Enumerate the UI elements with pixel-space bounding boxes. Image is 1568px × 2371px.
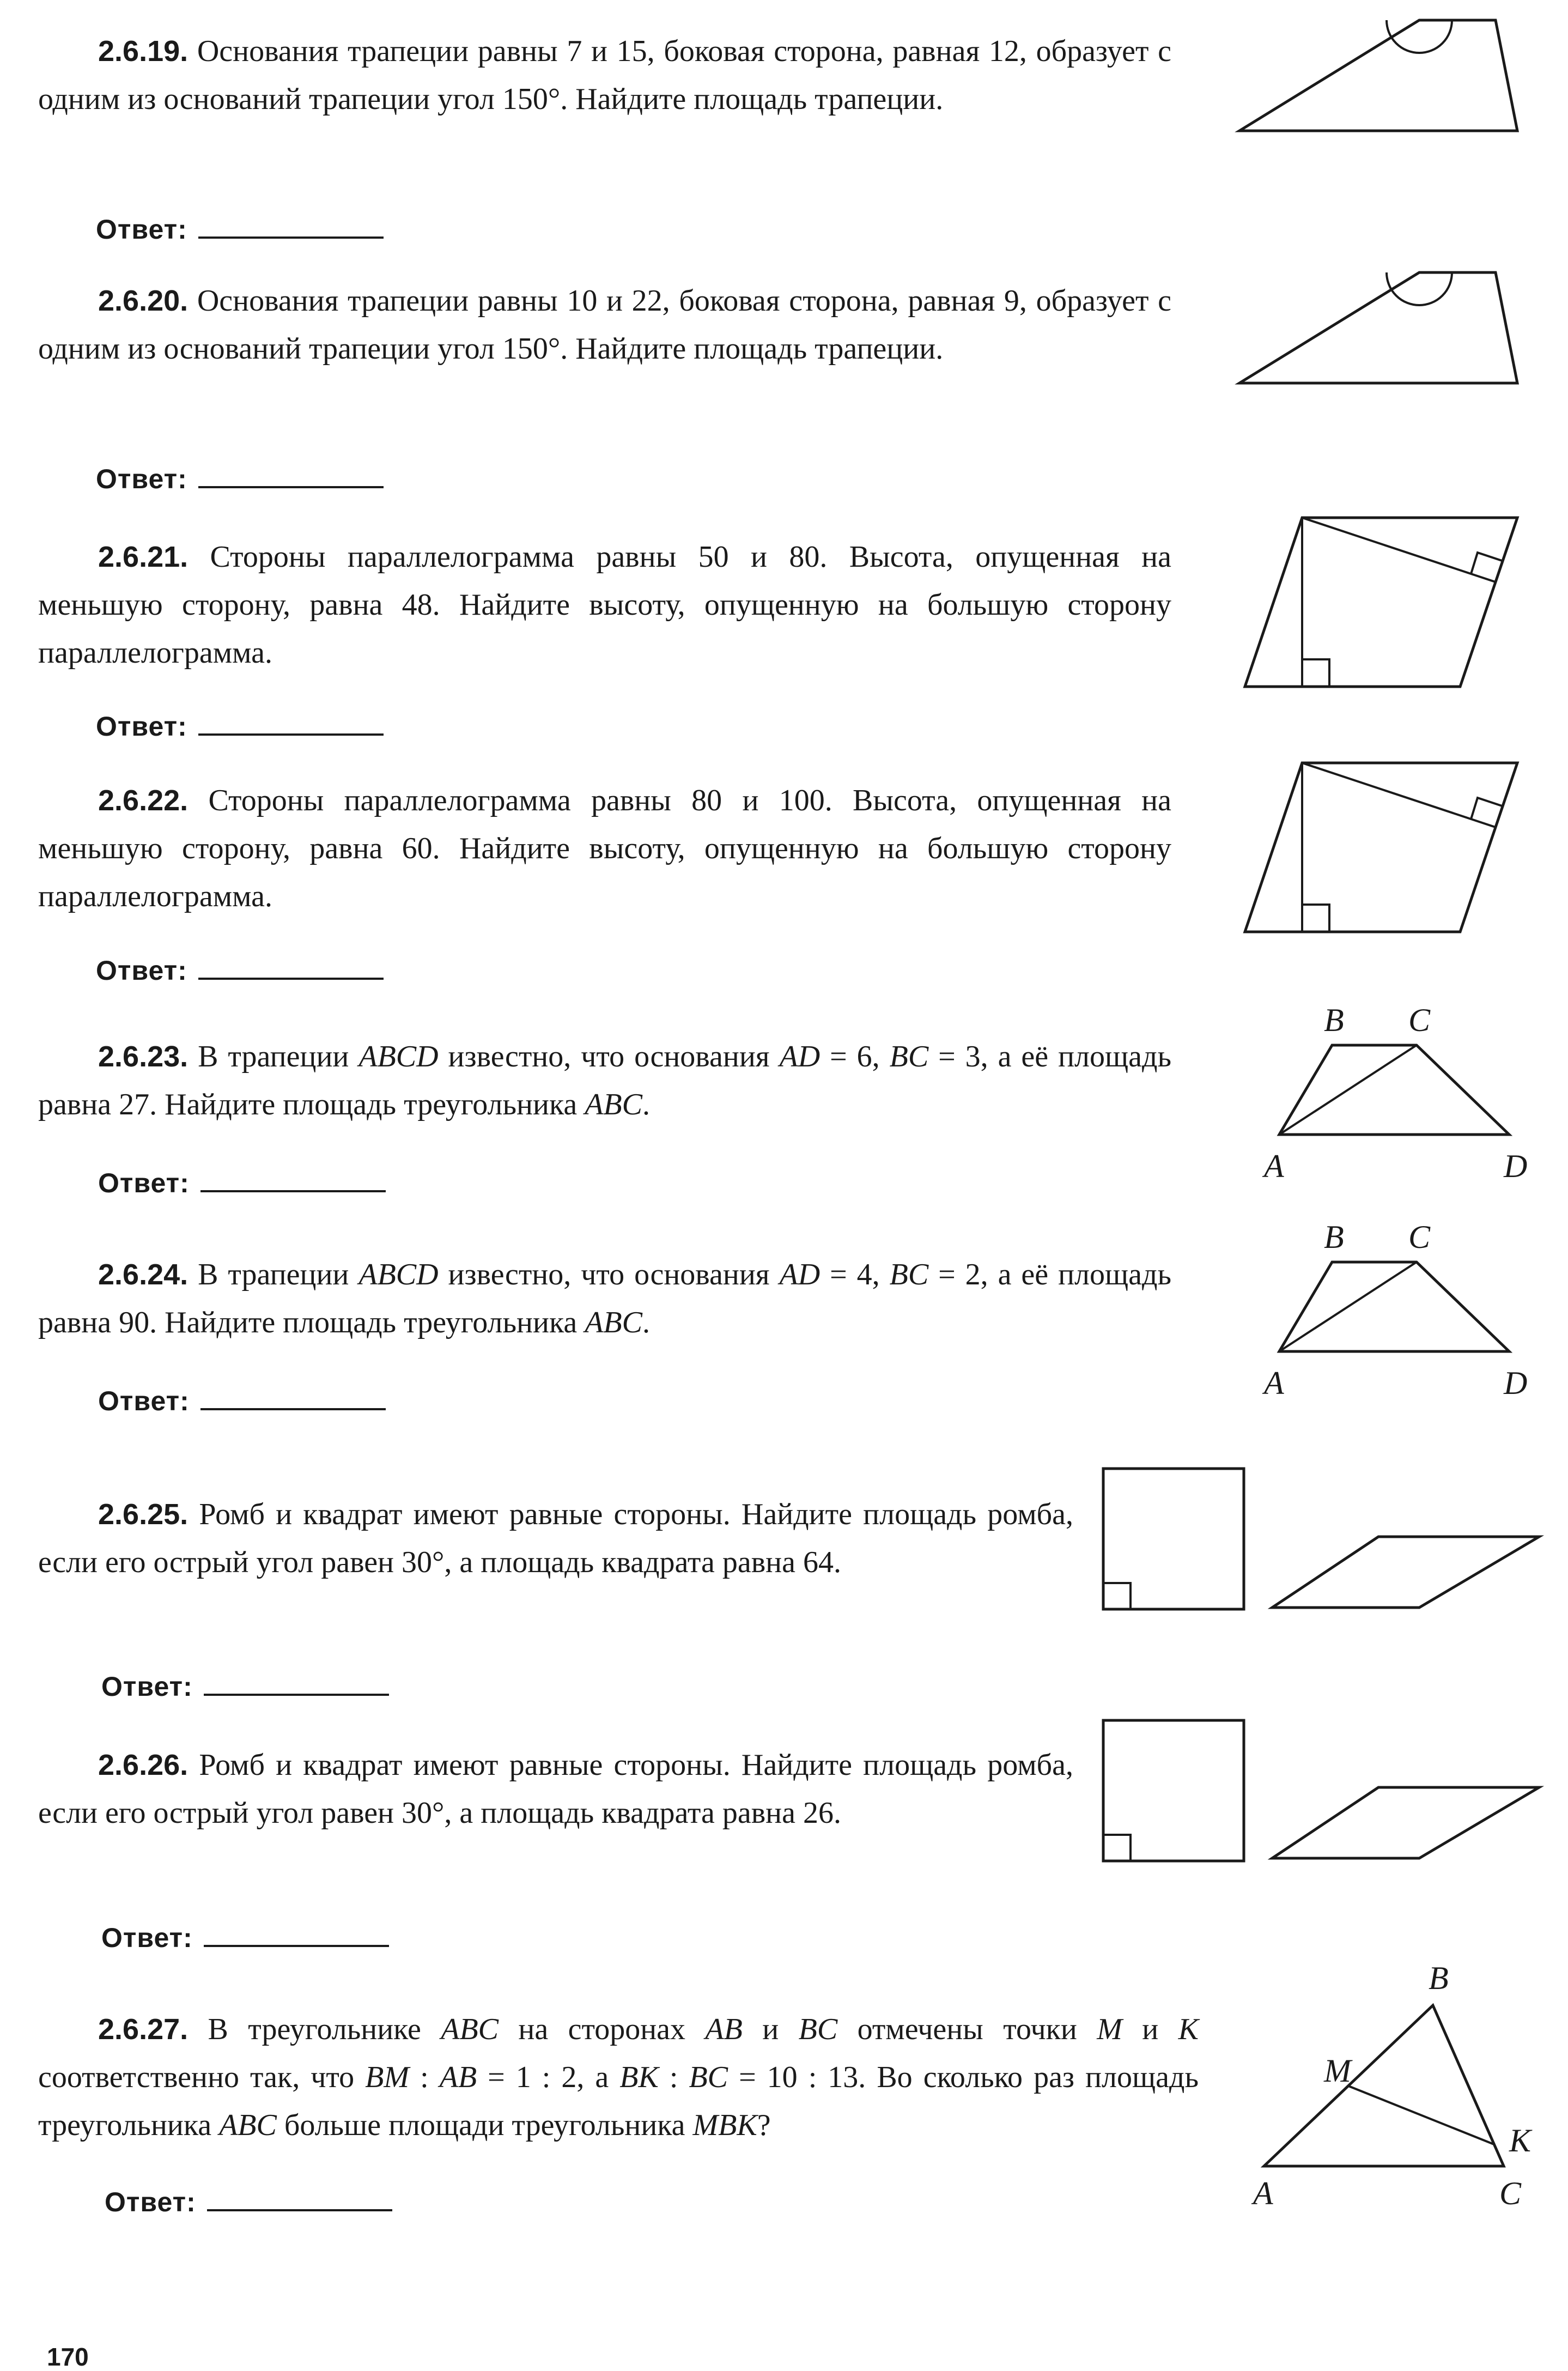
label-k: K [1509,2123,1531,2158]
problem-2-6-22 [38,777,1171,920]
problem-2-6-21 [38,533,1171,677]
problem-2-6-20 [38,277,1171,373]
page-number: 170 [47,2343,89,2371]
answer-line-2-6-20[interactable] [96,462,384,495]
right-angle-mark [1302,659,1329,687]
figure-parallelogram-2-6-21 [1242,512,1520,692]
square-shape [1103,1720,1244,1861]
answer-label: Ответ: [101,1671,193,1702]
answer-line-2-6-22[interactable] [96,954,384,987]
problem-text: Ромб и квадрат имеют равные стороны. Найдите площадь ромба, если его острый угол равен 30°, а площадь квадрата равна 64. [38,1497,1073,1579]
trapezoid-shape [1239,272,1517,383]
problem-text: Основания трапеции равны 10 и 22, боковая сторона, равная 9, образует с одним из оснований трапеции угол 150°. Найдите площадь трапеции. [38,284,1172,366]
height-to-side [1302,763,1496,827]
trapezoid-shape [1239,20,1517,131]
problem-text: В трапеции ABCD известно, что основания AD = 4, BC = 2, а её площадь равна 90. Найдите площадь треугольника ABC. [38,1258,1171,1339]
answer-blank[interactable] [198,213,384,239]
diagonal-ac [1279,1262,1417,1351]
answer-blank[interactable] [204,1921,389,1947]
problem-number: 2.6.26. [98,1749,189,1781]
problem-number: 2.6.22. [98,784,189,817]
label-d: D [1504,1148,1528,1184]
problem-text: Стороны параллелограмма равны 50 и 80. Высота, опущенная на меньшую сторону, равна 48. Найдите высоту, опущенную на большую сторону параллелограмма. [38,540,1172,670]
label-b: B [1324,1219,1344,1255]
triangle-abc-shape [1264,2005,1504,2166]
answer-label: Ответ: [98,1168,190,1198]
problem-text: Ромб и квадрат имеют равные стороны. Найдите площадь ромба, если его острый угол равен 30°, а площадь квадрата равна 26. [38,1748,1073,1830]
answer-label: Ответ: [98,1386,190,1416]
answer-label: Ответ: [96,464,187,494]
answer-line-2-6-25[interactable] [101,1670,389,1703]
problem-text: Стороны параллелограмма равны 80 и 100. Высота, опущенная на меньшую сторону, равна 60. Найдите высоту, опущенную на большую сторону параллелограмма. [38,784,1172,913]
problem-number: 2.6.21. [98,541,189,573]
problem-number: 2.6.20. [98,284,189,317]
diagonal-ac [1279,1045,1417,1135]
answer-blank[interactable] [198,710,384,736]
label-d: D [1504,1365,1528,1401]
answer-blank[interactable] [198,954,384,980]
problem-2-6-24 [38,1251,1171,1347]
right-angle-mark [1103,1835,1131,1861]
figure-trapezoid-abcd-2-6-24 [1253,1209,1526,1416]
figure-trapezoid-2-6-20 [1237,266,1520,391]
problem-2-6-19 [38,27,1171,123]
angle-arc [1387,20,1452,53]
rhombus-shape [1272,1537,1539,1608]
answer-label: Ответ: [96,711,187,742]
answer-label: Ответ: [105,2187,196,2217]
answer-line-2-6-21[interactable] [96,710,384,743]
label-a: A [1264,1365,1284,1401]
answer-blank[interactable] [200,1384,386,1410]
figure-rhombus-2-6-25 [1269,1531,1542,1613]
answer-line-2-6-27[interactable] [105,2185,392,2218]
problem-number: 2.6.23. [98,1040,189,1073]
right-angle-mark [1103,1583,1131,1609]
problem-number: 2.6.25. [98,1498,189,1531]
problem-2-6-26 [38,1741,1073,1837]
angle-arc [1387,272,1452,305]
answer-blank[interactable] [200,1166,386,1192]
answer-line-2-6-23[interactable] [98,1166,386,1199]
problem-2-6-25 [38,1490,1073,1586]
answer-blank[interactable] [207,2185,392,2211]
problem-2-6-27 [38,2005,1199,2149]
answer-blank[interactable] [198,462,384,488]
answer-line-2-6-24[interactable] [98,1384,386,1417]
answer-label: Ответ: [96,214,187,245]
right-angle-mark [1471,798,1502,819]
figure-square-2-6-25 [1101,1466,1248,1613]
problem-number: 2.6.19. [98,35,189,68]
problem-text: В трапеции ABCD известно, что основания AD = 6, BC = 3, а её площадь равна 27. Найдите площадь треугольника ABC. [38,1040,1171,1121]
square-shape [1103,1469,1244,1609]
label-a: A [1253,2175,1273,2211]
problem-number: 2.6.27. [98,2013,189,2046]
right-angle-mark [1302,905,1329,932]
rhombus-shape [1272,1787,1539,1858]
answer-line-2-6-19[interactable] [96,213,384,246]
problem-number: 2.6.24. [98,1258,189,1291]
figure-square-2-6-26 [1101,1718,1248,1865]
figure-trapezoid-abcd-2-6-23 [1253,992,1526,1199]
problem-text: В треугольнике ABC на сторонах AB и BC отмечены точки M и K соответственно так, что BM : AB = 1 : 2, а BK : BC = 10 : 13. Во сколько раз площадь треугольника ABC больше площади треугольника MBK? [38,2012,1199,2142]
figure-triangle-abc-2-6-27 [1248,1951,1553,2234]
answer-label: Ответ: [96,955,187,986]
figure-parallelogram-2-6-22 [1242,757,1520,937]
figure-rhombus-2-6-26 [1269,1782,1542,1864]
answer-line-2-6-26[interactable] [101,1921,389,1954]
label-b: B [1429,1960,1449,1996]
label-c: C [1408,1002,1431,1038]
figure-trapezoid-2-6-19 [1237,14,1520,139]
label-c: C [1499,2175,1522,2211]
label-c: C [1408,1219,1431,1255]
height-to-side [1302,518,1496,582]
problem-2-6-23 [38,1033,1171,1129]
answer-blank[interactable] [204,1670,389,1696]
label-m: M [1324,2053,1351,2089]
problem-text: Основания трапеции равны 7 и 15, боковая сторона, равная 12, образует с одним из оснований трапеции угол 150°. Найдите площадь трапеции. [38,34,1172,116]
label-b: B [1324,1002,1344,1038]
right-angle-mark [1471,553,1502,574]
answer-label: Ответ: [101,1923,193,1953]
label-a: A [1264,1148,1284,1184]
